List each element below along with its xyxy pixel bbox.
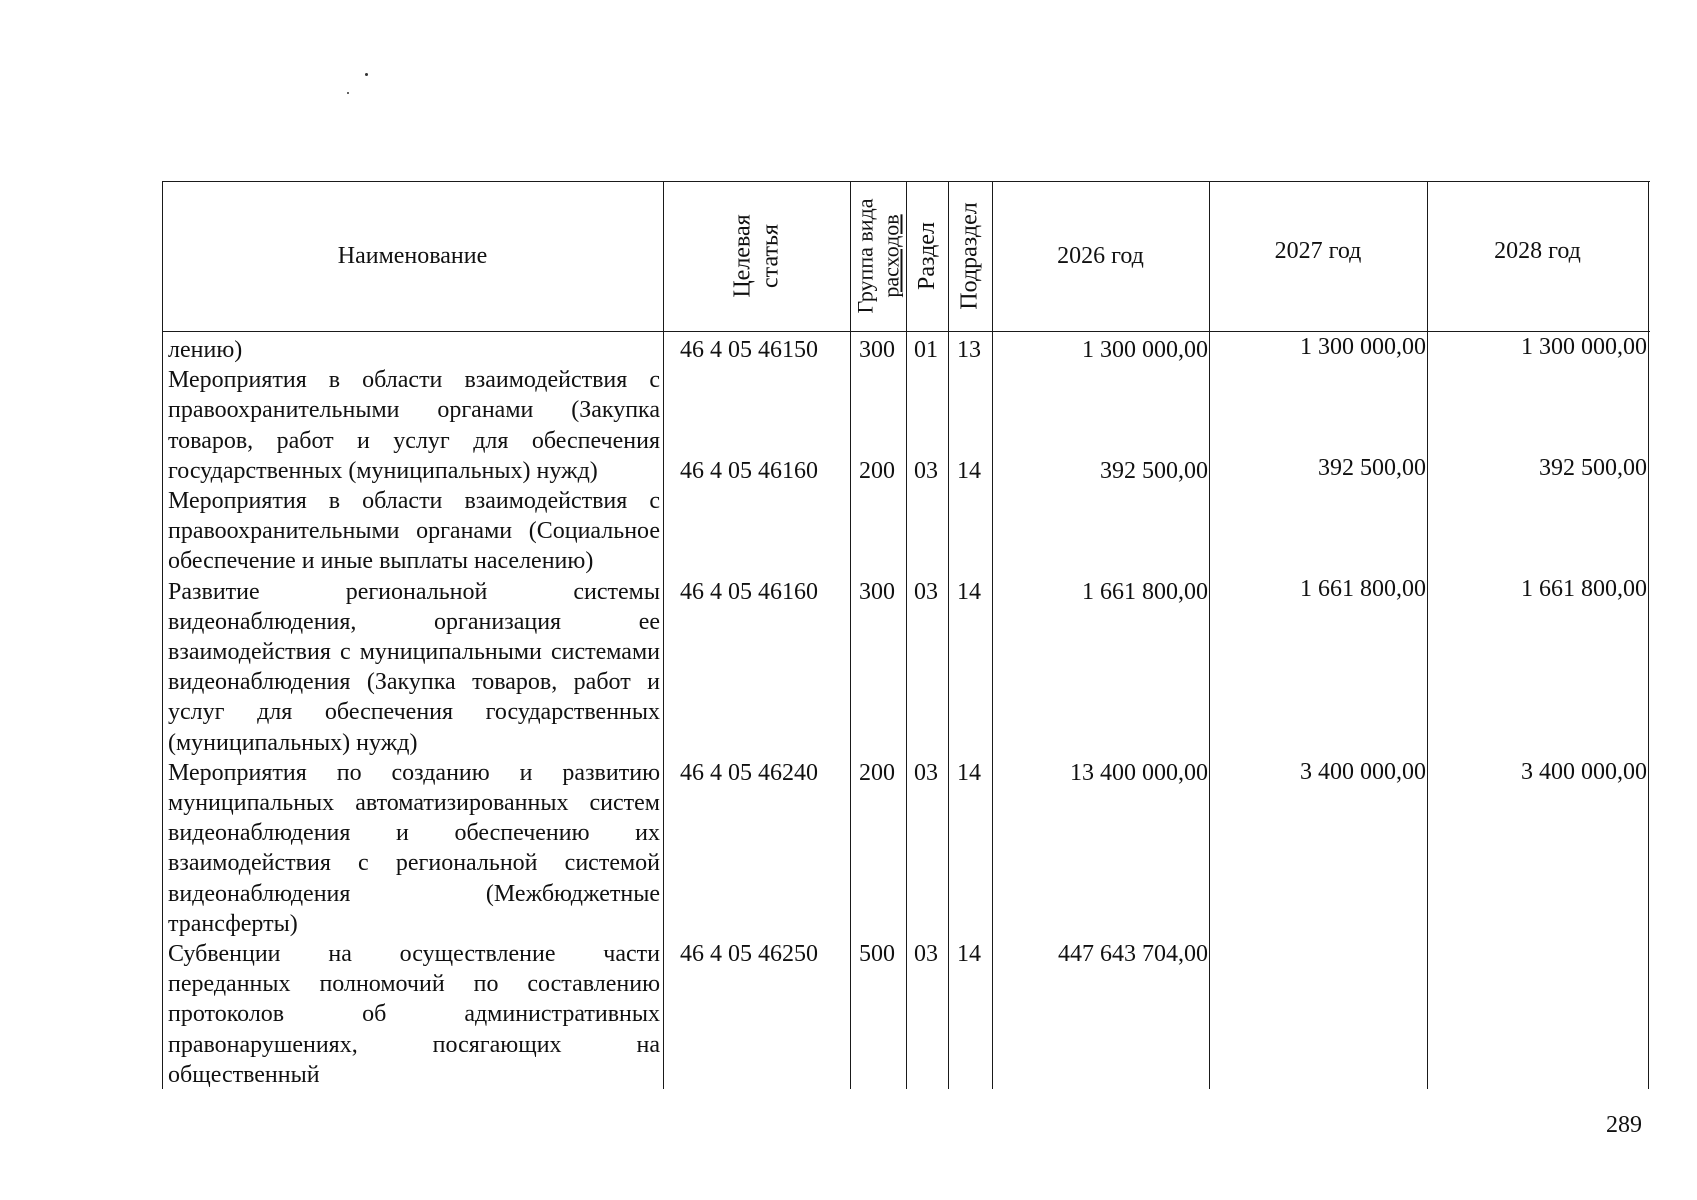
name-item: Субвенции на осуществление части переданных полномочий по составлению протоколов об административных правонарушениях, посягающих на общественный bbox=[168, 941, 660, 1088]
cell-target: 46 4 05 46240 bbox=[680, 760, 818, 786]
header-2026 bbox=[992, 181, 1209, 331]
cell-section: 03 bbox=[914, 760, 938, 786]
name-item: Мероприятия по созданию и развитию муниципальных автоматизированных систем видеонаблюдения и обеспечению их взаимодействия с региональной системой видеонаблюдения (Межбюджетные трансферты) bbox=[168, 759, 660, 937]
cell-target: 46 4 05 46150 bbox=[680, 337, 818, 363]
cell-subsection: 14 bbox=[957, 579, 981, 605]
cell-subsection: 14 bbox=[957, 941, 981, 967]
col-border bbox=[1648, 181, 1649, 1089]
cell-2028: 392 500,00 bbox=[1539, 455, 1647, 481]
header-group-line1: Группа вида bbox=[852, 198, 878, 314]
cell-section: 01 bbox=[914, 337, 938, 363]
name-item: Мероприятия в области взаимодействия с правоохранительными органами (Закупка товаров, работ и услуг для обеспечения государственных (муниципальных) нужд) bbox=[168, 367, 660, 484]
cell-2027: 392 500,00 bbox=[1318, 455, 1426, 481]
cell-target: 46 4 05 46160 bbox=[680, 458, 818, 484]
cell-2027: 3 400 000,00 bbox=[1300, 759, 1426, 785]
cell-2027: 1 661 800,00 bbox=[1300, 576, 1426, 602]
header-target bbox=[663, 181, 850, 331]
header-name-text: Наименование bbox=[337, 243, 488, 269]
cell-subsection: 14 bbox=[957, 458, 981, 484]
name-item: Развитие региональной системы видеонаблюдения, организация ее взаимодействия с муниципальными системами видеонаблюдения (Закупка товаров, работ и услуг для обеспечения государственных (муниципальных) нужд) bbox=[168, 578, 660, 756]
cell-2028: 1 661 800,00 bbox=[1521, 576, 1647, 602]
cell-2027: 1 300 000,00 bbox=[1300, 334, 1426, 360]
header-2027 bbox=[1209, 181, 1427, 321]
cell-2026: 1 661 800,00 bbox=[1082, 579, 1208, 605]
scan-speck bbox=[365, 73, 368, 76]
budget-table bbox=[162, 181, 1650, 1089]
header-2028-text: 2028 год bbox=[1494, 238, 1581, 264]
header-group bbox=[850, 181, 906, 331]
cell-2028: 1 300 000,00 bbox=[1521, 334, 1647, 360]
cell-2026: 1 300 000,00 bbox=[1082, 337, 1208, 363]
header-section bbox=[906, 181, 948, 331]
cell-2026: 447 643 704,00 bbox=[1058, 941, 1208, 967]
header-group-line2: расходов bbox=[878, 214, 904, 298]
cell-group: 500 bbox=[859, 941, 895, 967]
cell-2026: 392 500,00 bbox=[1100, 458, 1208, 484]
cell-subsection: 13 bbox=[957, 337, 981, 363]
name-column bbox=[168, 335, 660, 1090]
cell-section: 03 bbox=[914, 941, 938, 967]
cell-section: 03 bbox=[914, 458, 938, 484]
cell-group: 200 bbox=[859, 458, 895, 484]
header-name bbox=[162, 181, 663, 331]
header-target-line2: статья bbox=[757, 224, 784, 288]
header-2028 bbox=[1427, 181, 1648, 321]
cell-target: 46 4 05 46250 bbox=[680, 941, 818, 967]
cell-group: 300 bbox=[859, 579, 895, 605]
cell-target: 46 4 05 46160 bbox=[680, 579, 818, 605]
cell-2028: 3 400 000,00 bbox=[1521, 759, 1647, 785]
name-item: Мероприятия в области взаимодействия с правоохранительными органами (Социальное обеспечение и иные выплаты населению) bbox=[168, 488, 660, 575]
cell-group: 300 bbox=[859, 337, 895, 363]
name-item: лению) bbox=[168, 337, 243, 363]
cell-subsection: 14 bbox=[957, 760, 981, 786]
header-section-text: Раздел bbox=[914, 222, 941, 290]
cell-2026: 13 400 000,00 bbox=[1070, 760, 1208, 786]
scan-speck bbox=[347, 92, 349, 94]
header-2026-text: 2026 год bbox=[1057, 243, 1144, 269]
header-subsection bbox=[948, 181, 992, 331]
cell-group: 200 bbox=[859, 760, 895, 786]
cell-section: 03 bbox=[914, 579, 938, 605]
header-target-line1: Целевая bbox=[729, 214, 756, 298]
header-subsection-text: Подраздел bbox=[957, 202, 984, 310]
header-2027-text: 2027 год bbox=[1274, 238, 1362, 264]
page-number: 289 bbox=[1606, 1112, 1642, 1138]
